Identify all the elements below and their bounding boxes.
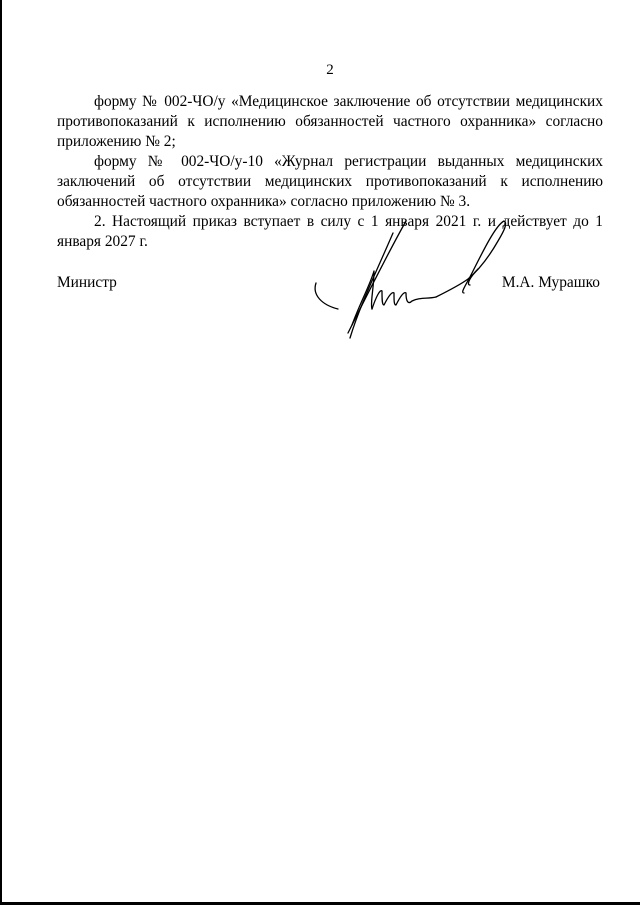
page-edge-left: [0, 0, 2, 905]
signatory-title: Министр: [57, 274, 117, 291]
signatory-name: М.А. Мурашко: [501, 274, 600, 291]
paragraph-effective-date: 2. Настоящий приказ вступает в силу с 1 января 2021 г. и действует до 1 января 2027 г.: [57, 213, 603, 250]
handwritten-signature: [308, 213, 528, 343]
paragraph-form-002-10: форму № 002-ЧО/у-10 «Журнал регистрации выданных медицинских заключений об отсутствии медицинских противопоказаний к исполнению обязанностей частного охранника» согласно приложению № 3.: [57, 153, 603, 210]
paragraph-form-002: форму № 002-ЧО/у «Медицинское заключение об отсутствии медицинских противопоказаний к исполнению обязанностей частного охранника» согласно приложению № 2;: [57, 93, 603, 150]
page-number: 2: [326, 62, 334, 78]
